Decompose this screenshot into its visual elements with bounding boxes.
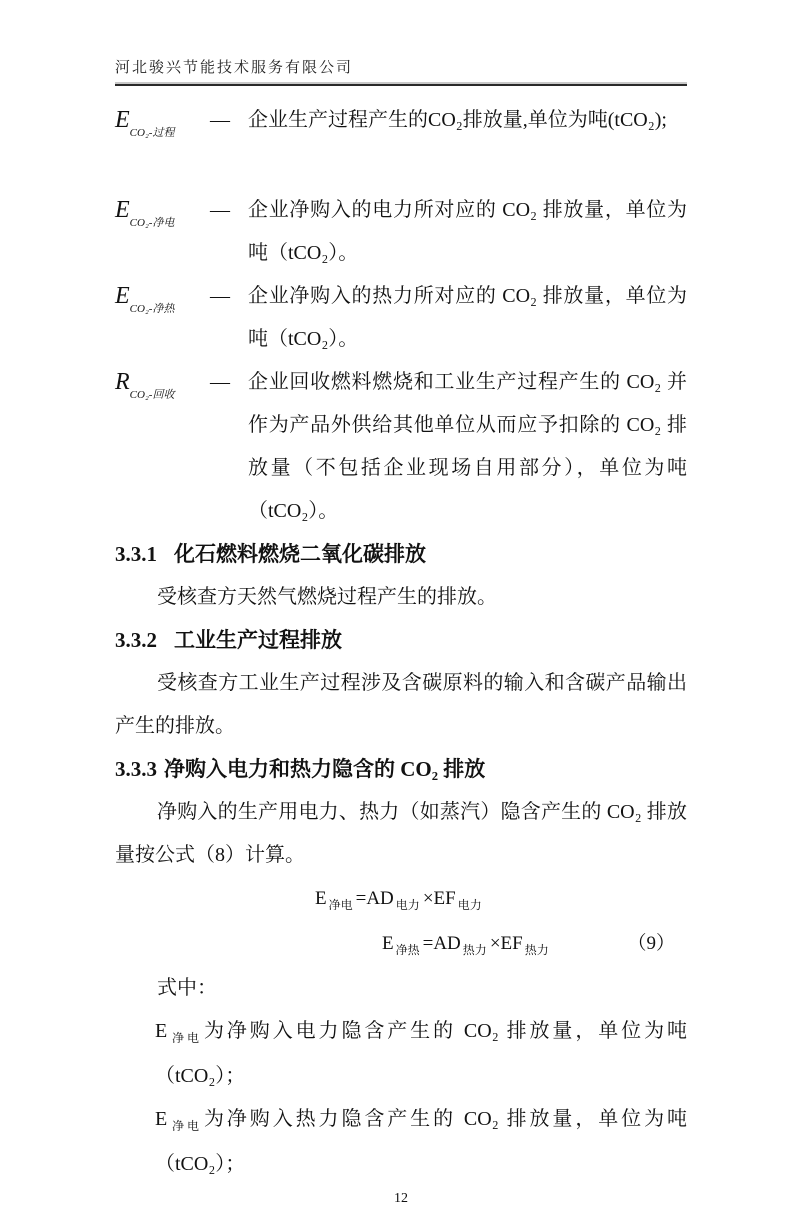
formula-subscript: 电力 [395, 898, 420, 912]
note-text: 为净购入热力隐含产生的 CO₂ 排放量，单位为吨（tCO₂）； [155, 1108, 687, 1175]
symbol-letter: E [115, 197, 130, 223]
definition-item-net-electricity [115, 189, 687, 275]
definition-symbol [115, 99, 210, 146]
variable-note-electricity [115, 1010, 687, 1098]
definition-text: 企业生产过程产生的CO₂排放量,单位为吨(tCO₂); [248, 109, 667, 131]
section-3-3-3 [115, 748, 687, 877]
note-symbol: E [155, 1020, 168, 1042]
note-subscript: 净电 [169, 1031, 202, 1045]
section-3-3-1 [115, 533, 687, 619]
definition-text: 企业净购入的电力所对应的 CO₂ 排放量，单位为吨（tCO₂）。 [248, 199, 687, 264]
formula-subscript: 净电 [328, 898, 353, 912]
definition-text: 企业回收燃料燃烧和工业生产过程产生的 CO₂ 并作为产品外供给其他单位从而应予扣除的 CO₂ 排放量（不包括企业现场自用部分），单位为吨（tCO₂）。 [248, 371, 687, 522]
page-footer [115, 1190, 687, 1208]
paragraph: 净购入的生产用电力、热力（如蒸汽）隐含产生的 CO₂ 排放量按公式（8）计算。 [115, 801, 687, 866]
formula-term: E [382, 933, 394, 954]
page-header [0, 0, 800, 86]
section-heading [115, 533, 687, 576]
definition-item-process [115, 99, 687, 146]
formula-term: ×EF [489, 933, 523, 954]
definition-dash: — [210, 199, 230, 221]
note-symbol: E [155, 1108, 168, 1130]
paragraph: 受核查方天然气燃烧过程产生的排放。 [157, 586, 497, 608]
symbol-letter: E [115, 107, 130, 133]
definition-symbol [115, 275, 210, 322]
equation-number: （9） [627, 933, 675, 954]
definition-dash: — [210, 109, 230, 131]
section-title: 净购入电力和热力隐含的 CO₂ 排放 [164, 757, 486, 781]
symbol-subscript: CO₂-过程 [129, 127, 175, 139]
formula-term: =AD [422, 933, 461, 954]
note-subscript: 净电 [169, 1119, 202, 1133]
symbol-letter: R [115, 369, 130, 395]
section-heading [115, 748, 687, 791]
formula-term: E [315, 888, 327, 909]
formula-subscript: 净热 [395, 943, 420, 957]
page-number: 12 [394, 1191, 408, 1206]
formula-net-electricity [315, 877, 687, 922]
section-heading [115, 619, 687, 662]
section-number: 3.3.2 [115, 628, 157, 652]
definition-list [115, 99, 687, 533]
formula-subscript: 电力 [457, 898, 482, 912]
variable-note-heat [115, 1098, 687, 1186]
symbol-subscript: CO₂-回收 [129, 389, 175, 401]
definition-text: 企业净购入的热力所对应的 CO₂ 排放量，单位为吨（tCO₂）。 [248, 285, 687, 350]
paragraph: 受核查方工业生产过程涉及含碳原料的输入和含碳产品输出产生的排放。 [115, 672, 687, 737]
section-title: 工业生产过程排放 [174, 628, 342, 652]
definition-item-recovered [115, 361, 687, 533]
section-number: 3.3.3 [115, 757, 157, 781]
where-label: 式中： [157, 977, 217, 999]
formula-term: =AD [355, 888, 394, 909]
section-3-3-2 [115, 619, 687, 748]
symbol-subscript: CO₂-净热 [129, 303, 175, 315]
company-name: 河北骏兴节能技术服务有限公司 [115, 60, 354, 76]
definition-symbol [115, 361, 210, 408]
definition-dash: — [210, 285, 230, 307]
symbol-letter: E [115, 283, 130, 309]
formula-term: ×EF [422, 888, 456, 909]
formula-subscript: 热力 [524, 943, 549, 957]
document-body [0, 86, 800, 1208]
section-title: 化石燃料燃烧二氧化碳排放 [174, 542, 426, 566]
definition-item-net-heat [115, 275, 687, 361]
note-text: 为净购入电力隐含产生的 CO₂ 排放量，单位为吨（tCO₂）； [155, 1020, 687, 1087]
definition-dash: — [210, 371, 230, 393]
symbol-subscript: CO₂-净电 [129, 217, 175, 229]
formula-net-heat [382, 922, 687, 967]
definition-symbol [115, 189, 210, 236]
formula-subscript: 热力 [462, 943, 487, 957]
section-number: 3.3.1 [115, 542, 157, 566]
